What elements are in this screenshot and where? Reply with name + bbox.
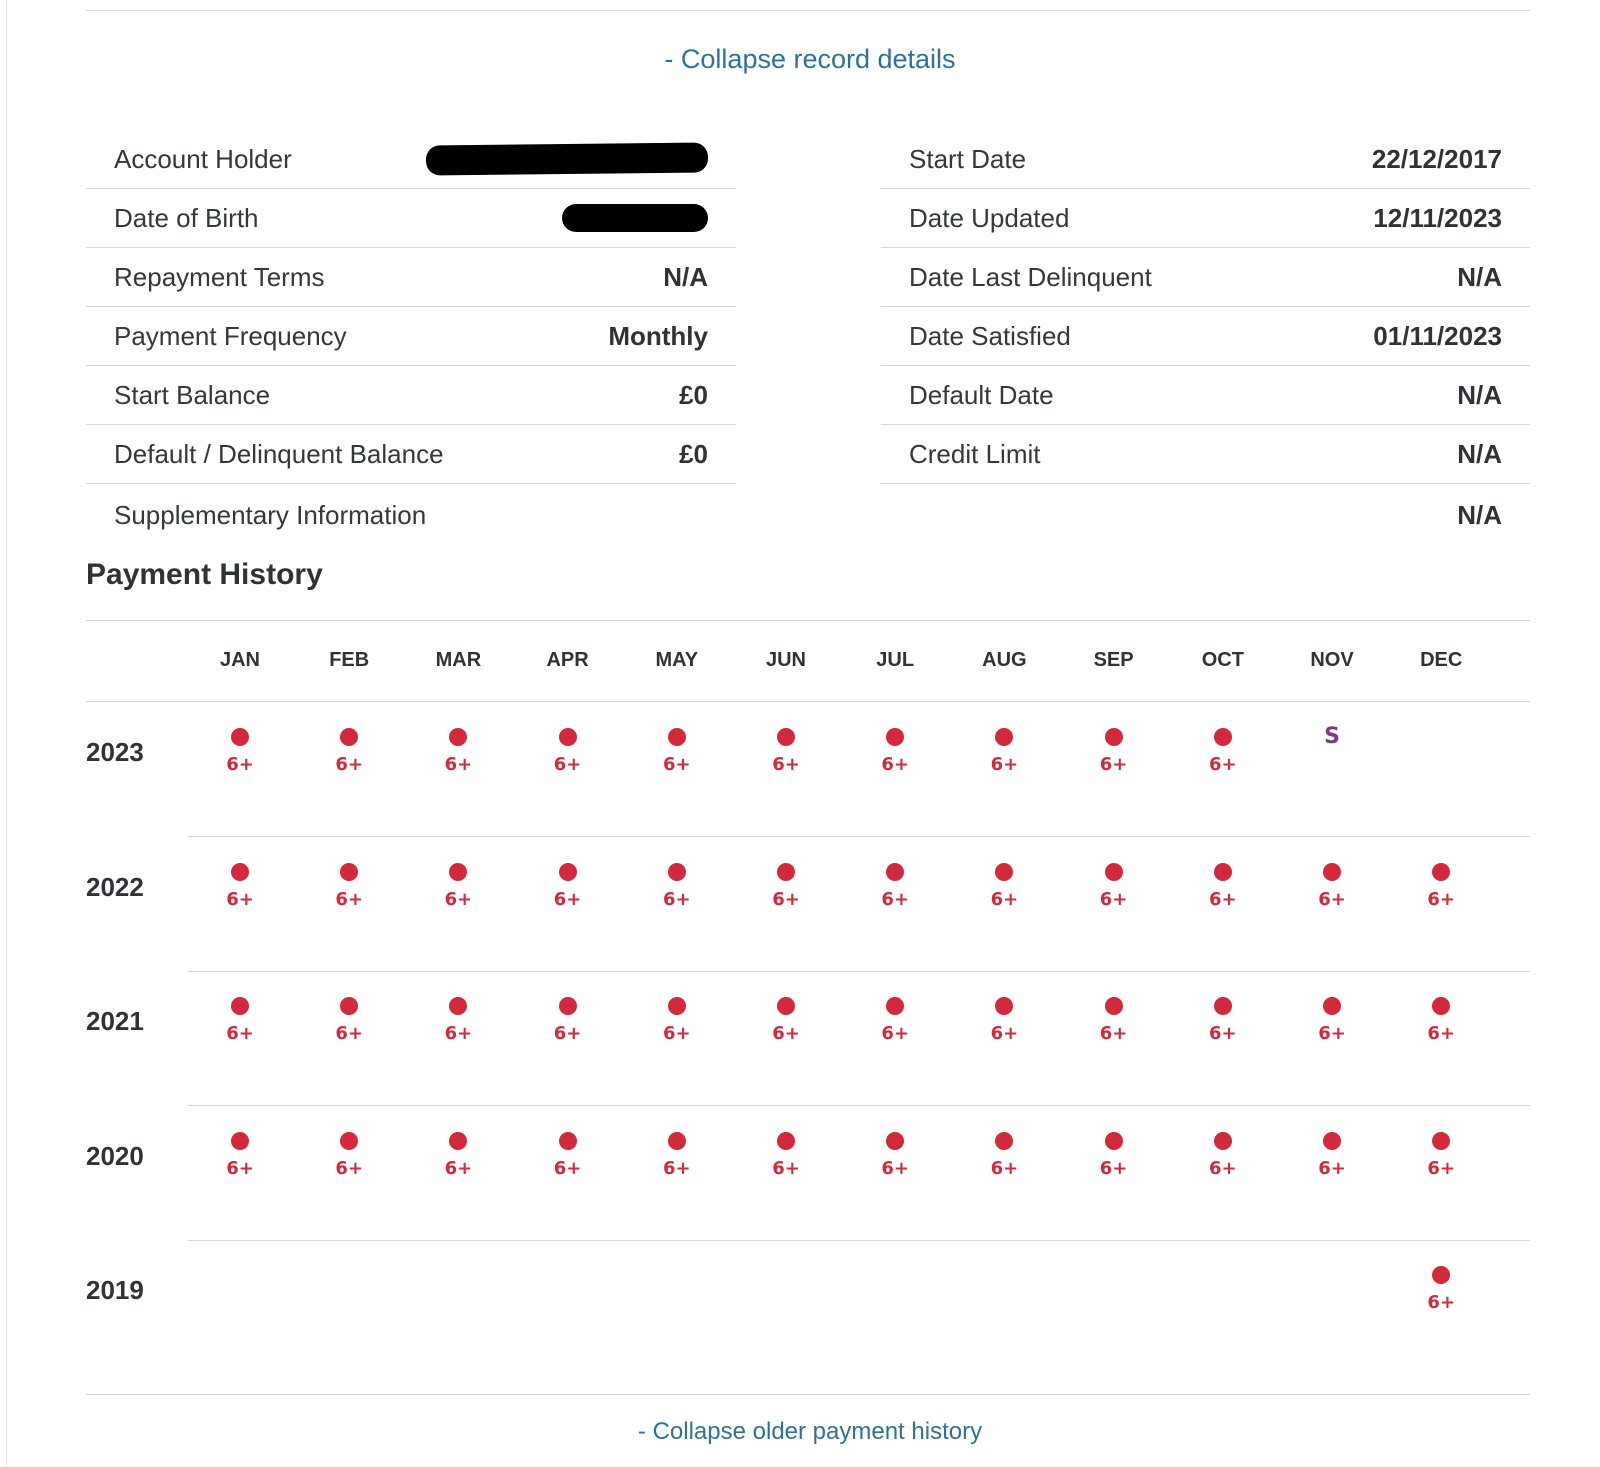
payment-status-code: 6+ <box>990 1157 1019 1179</box>
payment-cell <box>746 863 826 910</box>
payment-status-code: 6+ <box>444 754 473 775</box>
month-header-nov: NOV <box>1310 649 1354 671</box>
payment-cell <box>964 728 1044 775</box>
payment-status-code: 6+ <box>1427 1023 1455 1044</box>
payment-cell <box>528 863 608 910</box>
payment-cell <box>1401 997 1481 1044</box>
payment-status-code: 6+ <box>335 754 363 775</box>
payment-cell <box>746 728 826 775</box>
detail-row <box>86 189 736 248</box>
payment-cell <box>1401 863 1481 910</box>
payment-status-code: 6+ <box>662 1023 691 1044</box>
late-payment-dot-icon <box>886 863 904 881</box>
payment-cell <box>1292 863 1372 910</box>
payment-status-code: 6+ <box>553 1023 582 1044</box>
top-divider <box>86 10 1530 11</box>
late-payment-dot-icon <box>340 863 358 881</box>
late-payment-dot-icon <box>1105 863 1123 881</box>
payment-status-code: 6+ <box>881 888 909 910</box>
payment-cell <box>1401 1132 1481 1179</box>
payment-cell <box>1183 728 1263 775</box>
detail-value: Monthly <box>608 320 708 351</box>
payment-cell <box>637 863 717 910</box>
late-payment-dot-icon <box>995 997 1013 1015</box>
payment-status-code: 6+ <box>1099 754 1128 775</box>
payment-cell <box>964 863 1044 910</box>
late-payment-dot-icon <box>995 863 1013 881</box>
detail-row <box>881 130 1530 189</box>
detail-row <box>86 425 736 484</box>
detail-value: N/A <box>1457 379 1502 410</box>
late-payment-dot-icon <box>1323 863 1341 881</box>
collapse-older-payment-history-link[interactable]: - Collapse older payment history <box>637 1418 983 1445</box>
supplementary-value: N/A <box>1457 499 1502 530</box>
late-payment-dot-icon <box>1214 863 1232 881</box>
month-header-jul: JUL <box>876 649 915 671</box>
month-header-sep: SEP <box>1093 649 1134 671</box>
payment-cell <box>637 728 717 775</box>
month-header-mar: MAR <box>435 649 482 671</box>
month-header-jun: JUN <box>765 649 806 671</box>
detail-value: N/A <box>1457 261 1502 292</box>
payment-status-code: 6+ <box>772 1023 800 1044</box>
late-payment-dot-icon <box>886 728 904 746</box>
late-payment-dot-icon <box>777 1132 795 1150</box>
payment-cell <box>1074 997 1154 1044</box>
payment-cell <box>528 728 608 775</box>
detail-label: Payment Frequency <box>114 320 347 351</box>
month-header-dec: DEC <box>1420 649 1463 671</box>
late-payment-dot-icon <box>1432 997 1450 1015</box>
late-payment-dot-icon <box>449 1132 467 1150</box>
payment-cell <box>200 1132 280 1179</box>
detail-row <box>881 425 1530 484</box>
page-left-border <box>6 0 7 1467</box>
late-payment-dot-icon <box>1323 997 1341 1015</box>
payment-cell <box>200 863 280 910</box>
payment-cell <box>1183 997 1263 1044</box>
year-label: 2020 <box>86 1140 144 1171</box>
payment-status-code: 6+ <box>1318 1023 1346 1044</box>
payment-status-code: 6+ <box>1318 1157 1346 1179</box>
late-payment-dot-icon <box>886 997 904 1015</box>
payment-status-code: 6+ <box>772 1157 800 1179</box>
payment-status-code: 6+ <box>990 754 1019 775</box>
detail-value: 12/11/2023 <box>1373 202 1502 233</box>
redacted-value <box>426 143 708 176</box>
detail-value: 22/12/2017 <box>1371 143 1502 174</box>
settled-marker: S <box>1324 724 1340 749</box>
year-label: 2023 <box>86 737 144 767</box>
late-payment-dot-icon <box>1214 1132 1232 1150</box>
month-header-feb: FEB <box>329 649 370 671</box>
late-payment-dot-icon <box>559 997 577 1015</box>
late-payment-dot-icon <box>559 863 577 881</box>
supplementary-information-row <box>86 487 1530 543</box>
payment-status-code: 6+ <box>881 754 909 775</box>
bottom-divider <box>86 1394 1530 1395</box>
payment-status-code: 6+ <box>990 1023 1019 1044</box>
payment-status-code: 6+ <box>226 1157 254 1179</box>
late-payment-dot-icon <box>1214 728 1232 746</box>
payment-cell <box>1292 724 1372 749</box>
record-details-left <box>86 130 736 484</box>
payment-status-code: 6+ <box>553 754 582 775</box>
payment-cell <box>964 1132 1044 1179</box>
payment-history-month-header <box>86 620 1530 702</box>
payment-cell <box>418 997 498 1044</box>
year-label: 2019 <box>86 1275 144 1305</box>
late-payment-dot-icon <box>1105 997 1123 1015</box>
late-payment-dot-icon <box>1432 1266 1450 1284</box>
payment-cell <box>528 997 608 1044</box>
late-payment-dot-icon <box>995 728 1013 746</box>
detail-value: N/A <box>663 261 708 292</box>
late-payment-dot-icon <box>668 1132 686 1150</box>
payment-history-title: Payment History <box>86 558 323 591</box>
payment-cell <box>1074 863 1154 910</box>
year-label: 2022 <box>86 871 144 902</box>
late-payment-dot-icon <box>995 1132 1013 1150</box>
detail-label: Default Date <box>909 379 1054 410</box>
late-payment-dot-icon <box>449 863 467 881</box>
payment-status-code: 6+ <box>1099 1023 1128 1044</box>
payment-cell <box>855 997 935 1044</box>
payment-cell <box>855 863 935 910</box>
payment-status-code: 6+ <box>881 1023 909 1044</box>
payment-status-code: 6+ <box>444 1157 473 1179</box>
detail-label: Date Updated <box>909 202 1070 233</box>
payment-cell <box>746 1132 826 1179</box>
late-payment-dot-icon <box>777 863 795 881</box>
payment-cell <box>1292 1132 1372 1179</box>
record-details-right <box>881 130 1530 484</box>
detail-row <box>881 189 1530 248</box>
late-payment-dot-icon <box>668 997 686 1015</box>
payment-status-code: 6+ <box>1208 1157 1237 1179</box>
payment-status-code: 6+ <box>335 1023 363 1044</box>
payment-status-code: 6+ <box>1427 1292 1455 1313</box>
payment-status-code: 6+ <box>772 754 800 775</box>
late-payment-dot-icon <box>777 728 795 746</box>
late-payment-dot-icon <box>668 863 686 881</box>
payment-status-code: 6+ <box>226 1023 254 1044</box>
payment-status-code: 6+ <box>1427 888 1455 910</box>
payment-cell <box>418 1132 498 1179</box>
payment-cell <box>309 863 389 910</box>
payment-cell <box>528 1132 608 1179</box>
detail-value: £0 <box>679 438 708 469</box>
payment-cell <box>1401 1266 1481 1313</box>
month-header-aug: AUG <box>982 649 1027 671</box>
late-payment-dot-icon <box>231 1132 249 1150</box>
payment-cell <box>200 728 280 775</box>
payment-status-code: 6+ <box>662 1157 691 1179</box>
detail-label: Credit Limit <box>909 438 1041 469</box>
late-payment-dot-icon <box>1214 997 1232 1015</box>
detail-value: N/A <box>1457 438 1502 469</box>
late-payment-dot-icon <box>340 1132 358 1150</box>
collapse-record-details-link[interactable]: - Collapse record details <box>664 44 956 74</box>
payment-status-code: 6+ <box>990 888 1019 910</box>
payment-cell <box>1074 1132 1154 1179</box>
payment-cell <box>200 997 280 1044</box>
payment-status-code: 6+ <box>1099 888 1128 910</box>
detail-label: Start Balance <box>114 379 271 410</box>
year-row-divider <box>188 1240 1530 1241</box>
detail-label: Default / Delinquent Balance <box>114 438 444 469</box>
year-row-divider <box>188 1105 1530 1106</box>
detail-row <box>881 366 1530 425</box>
late-payment-dot-icon <box>777 997 795 1015</box>
detail-row <box>86 130 736 189</box>
late-payment-dot-icon <box>449 728 467 746</box>
late-payment-dot-icon <box>559 1132 577 1150</box>
late-payment-dot-icon <box>1105 1132 1123 1150</box>
payment-cell <box>637 1132 717 1179</box>
payment-status-code: 6+ <box>662 888 691 910</box>
late-payment-dot-icon <box>1105 728 1123 746</box>
late-payment-dot-icon <box>231 997 249 1015</box>
late-payment-dot-icon <box>340 728 358 746</box>
payment-status-code: 6+ <box>772 888 800 910</box>
payment-status-code: 6+ <box>444 1023 473 1044</box>
year-label: 2021 <box>86 1006 144 1036</box>
detail-value: 01/11/2023 <box>1373 320 1502 351</box>
payment-status-code: 6+ <box>1208 1023 1237 1044</box>
late-payment-dot-icon <box>231 728 249 746</box>
detail-label: Start Date <box>909 143 1027 174</box>
payment-cell <box>309 997 389 1044</box>
payment-cell <box>1183 1132 1263 1179</box>
payment-status-code: 6+ <box>335 1157 363 1179</box>
payment-status-code: 6+ <box>881 1157 909 1179</box>
detail-label: Date of Birth <box>114 202 259 233</box>
payment-status-code: 6+ <box>226 754 254 775</box>
detail-value: £0 <box>679 379 708 410</box>
payment-cell <box>418 728 498 775</box>
late-payment-dot-icon <box>1323 1132 1341 1150</box>
year-row-divider <box>188 971 1530 972</box>
detail-row <box>881 248 1530 307</box>
detail-label: Date Last Delinquent <box>909 261 1152 292</box>
payment-status-code: 6+ <box>226 888 254 910</box>
payment-status-code: 6+ <box>553 1157 582 1179</box>
payment-cell <box>964 997 1044 1044</box>
payment-status-code: 6+ <box>1318 888 1346 910</box>
payment-status-code: 6+ <box>1208 888 1237 910</box>
payment-cell <box>855 1132 935 1179</box>
payment-cell <box>746 997 826 1044</box>
payment-status-code: 6+ <box>444 888 473 910</box>
payment-cell <box>1292 997 1372 1044</box>
month-header-may: MAY <box>655 649 699 671</box>
detail-label: Account Holder <box>114 143 292 174</box>
payment-cell <box>1074 728 1154 775</box>
detail-row <box>86 307 736 366</box>
payment-status-code: 6+ <box>335 888 363 910</box>
payment-status-code: 6+ <box>662 754 691 775</box>
detail-label: Date Satisfied <box>909 320 1071 351</box>
late-payment-dot-icon <box>1432 863 1450 881</box>
detail-label: Repayment Terms <box>114 261 325 292</box>
late-payment-dot-icon <box>559 728 577 746</box>
payment-cell <box>1183 863 1263 910</box>
payment-cell <box>309 728 389 775</box>
late-payment-dot-icon <box>886 1132 904 1150</box>
redacted-value <box>562 204 708 232</box>
detail-row <box>86 366 736 425</box>
month-header-jan: JAN <box>219 649 260 671</box>
payment-status-code: 6+ <box>1427 1157 1455 1179</box>
payment-status-code: 6+ <box>1208 754 1237 775</box>
late-payment-dot-icon <box>340 997 358 1015</box>
late-payment-dot-icon <box>231 863 249 881</box>
payment-cell <box>855 728 935 775</box>
payment-cell <box>418 863 498 910</box>
payment-cell <box>637 997 717 1044</box>
late-payment-dot-icon <box>1432 1132 1450 1150</box>
month-header-oct: OCT <box>1201 649 1244 671</box>
payment-cell <box>309 1132 389 1179</box>
payment-status-code: 6+ <box>1099 1157 1128 1179</box>
payment-status-code: 6+ <box>553 888 582 910</box>
supplementary-label: Supplementary Information <box>114 499 427 530</box>
month-header-apr: APR <box>546 649 589 671</box>
late-payment-dot-icon <box>668 728 686 746</box>
detail-row <box>881 307 1530 366</box>
year-row-divider <box>188 836 1530 837</box>
late-payment-dot-icon <box>449 997 467 1015</box>
detail-row <box>86 248 736 307</box>
